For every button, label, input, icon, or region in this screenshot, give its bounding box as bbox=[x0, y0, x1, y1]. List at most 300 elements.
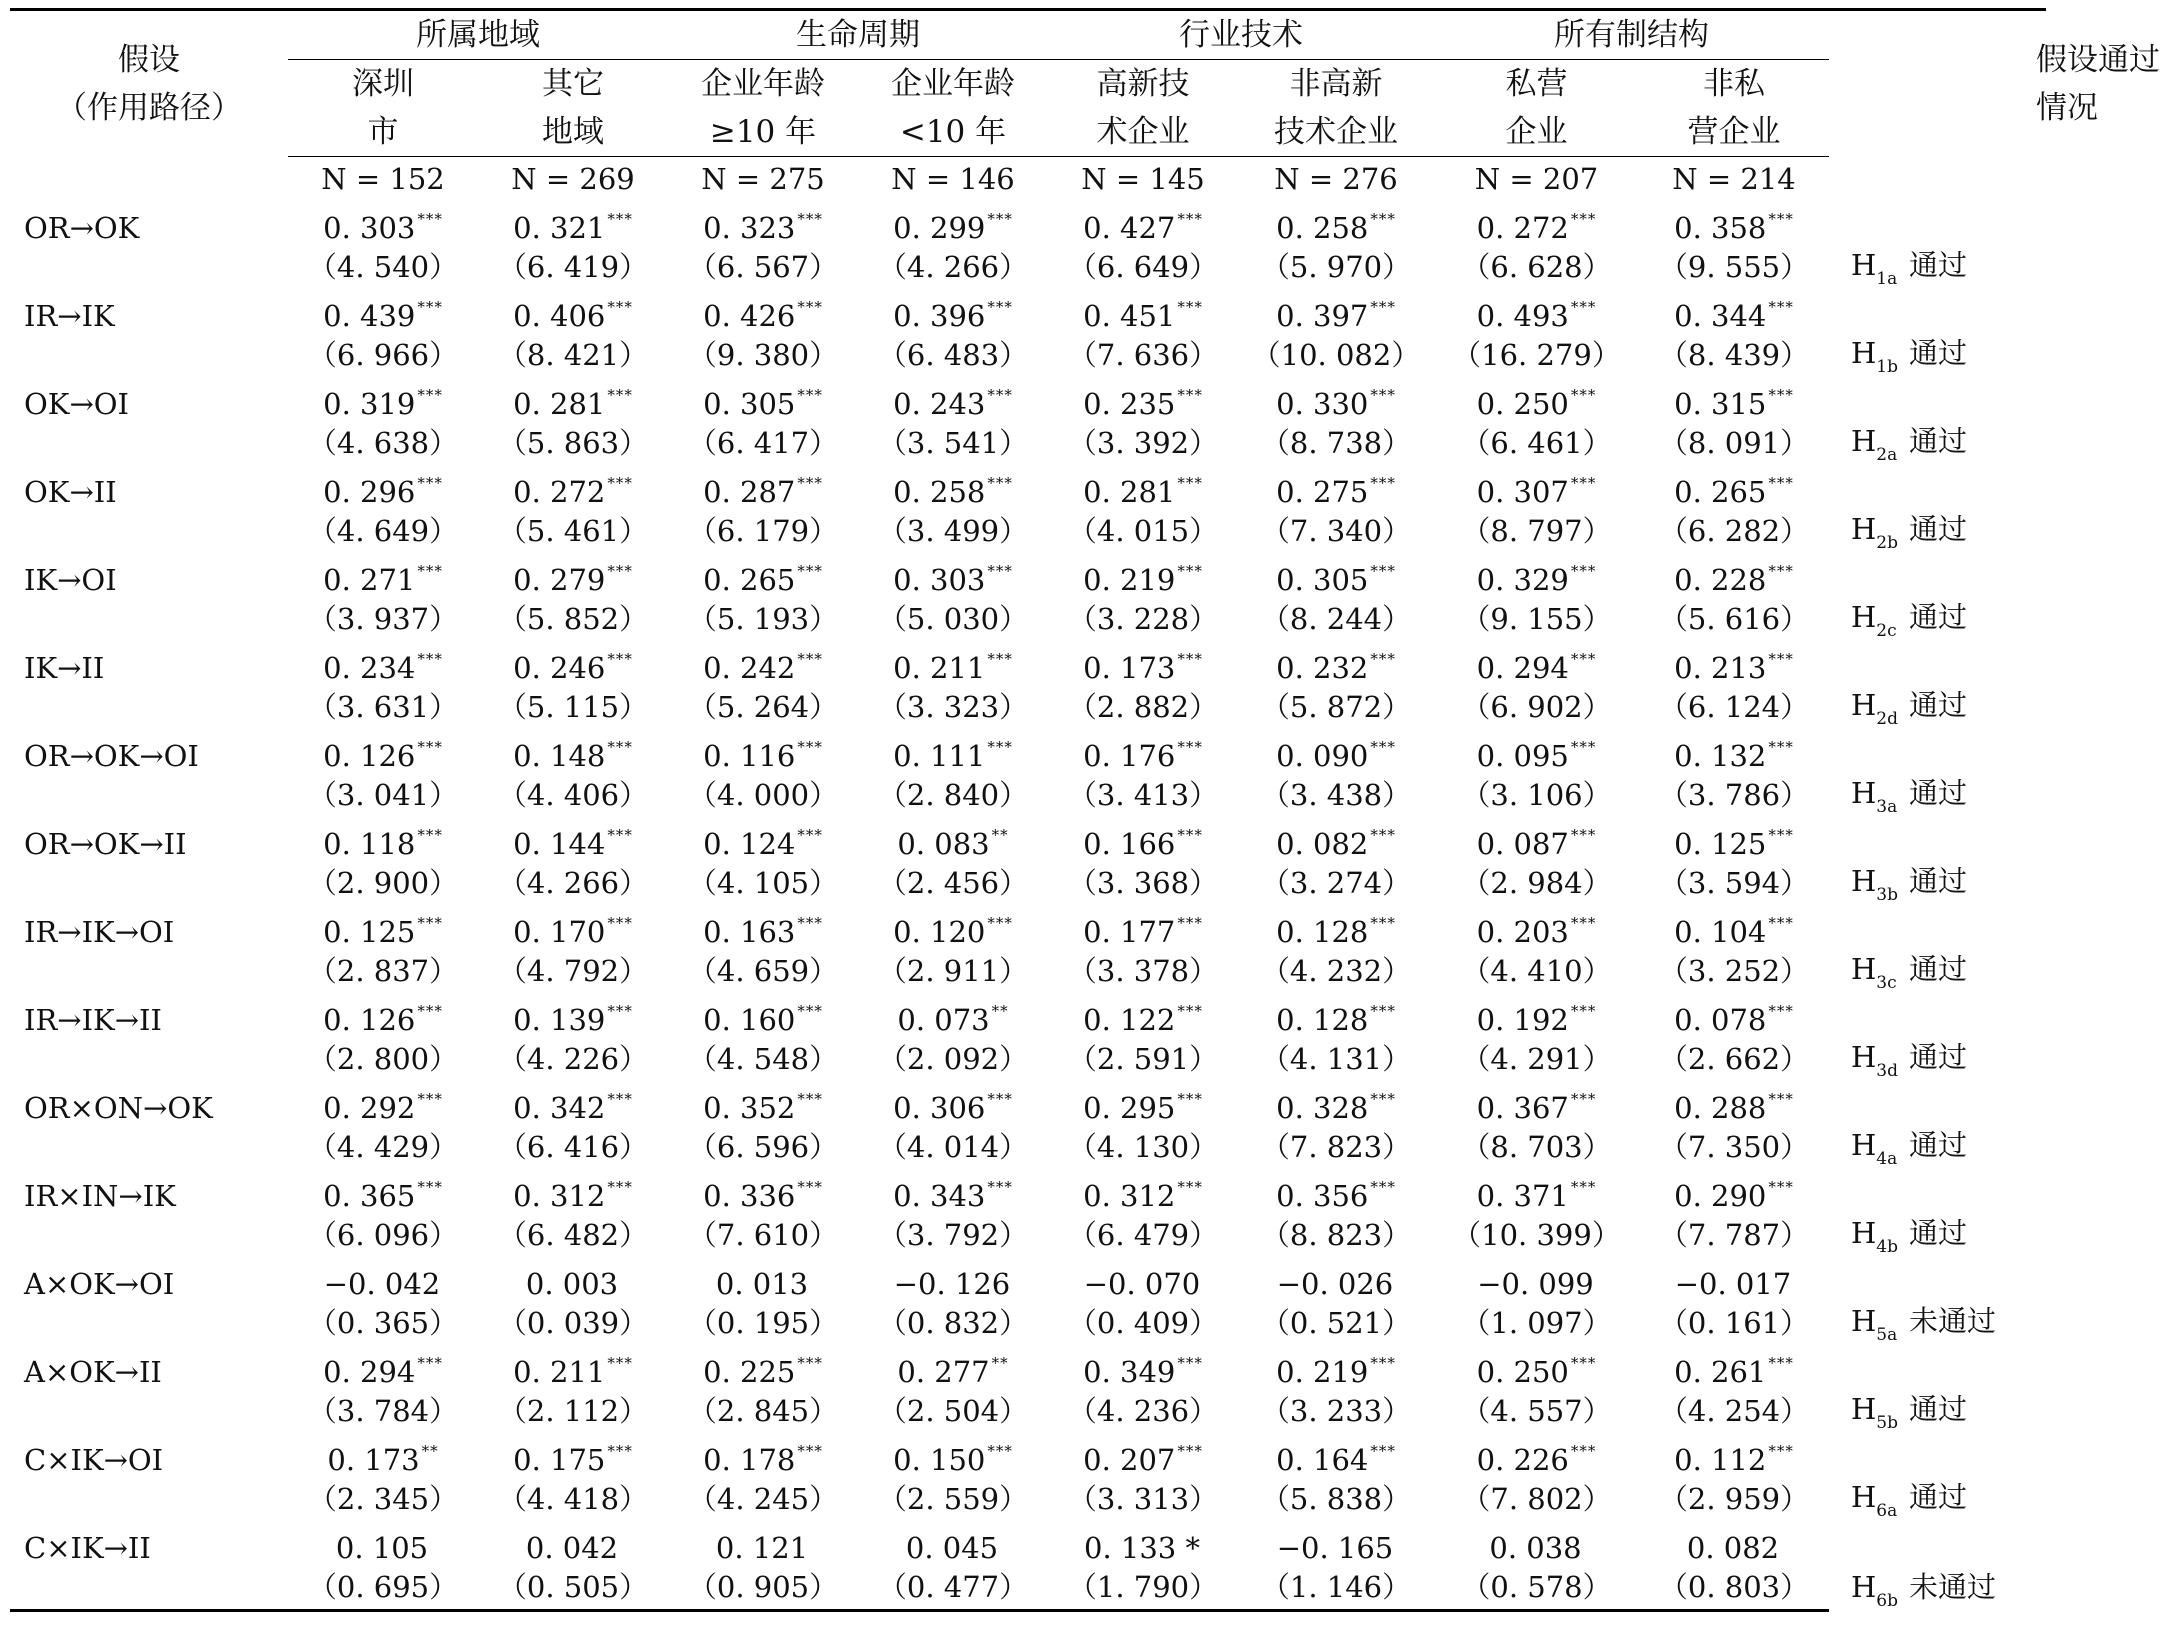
hypothesis-letter: H bbox=[1851, 688, 1877, 722]
significance-stars: *** bbox=[987, 298, 1013, 316]
t-value: （6. 096） bbox=[307, 1218, 459, 1252]
t-value: （3. 541） bbox=[877, 426, 1029, 460]
t-value: （3. 041） bbox=[307, 778, 459, 812]
coef-cell bbox=[288, 1169, 478, 1213]
hypothesis-result bbox=[1829, 465, 2036, 553]
significance-stars: *** bbox=[987, 562, 1013, 580]
significance-stars: *** bbox=[797, 1442, 823, 1460]
hypothesis-subscript: 3b bbox=[1876, 885, 1898, 905]
coef-row bbox=[10, 289, 2046, 333]
significance-stars: *** bbox=[987, 738, 1013, 756]
coef-cell bbox=[1238, 465, 1434, 509]
coef-cell bbox=[1238, 1345, 1434, 1389]
hypothesis-letter: H bbox=[1851, 952, 1877, 986]
significance-stars: *** bbox=[1768, 1090, 1794, 1108]
t-value: （4. 291） bbox=[1461, 1042, 1612, 1076]
path-label: A×OK→II bbox=[24, 1355, 162, 1389]
t-value: （4. 540） bbox=[307, 250, 459, 284]
tvalue-row bbox=[10, 1477, 2046, 1521]
tvalue-row bbox=[10, 1301, 2046, 1345]
significance-stars: *** bbox=[1177, 1354, 1203, 1372]
col-header-line2: 地域 bbox=[478, 108, 668, 157]
t-value: （2. 662） bbox=[1658, 1042, 1810, 1076]
coef-value: 0. 235 bbox=[1083, 387, 1176, 421]
coef-value: 0. 312 bbox=[1083, 1179, 1176, 1213]
significance-stars: *** bbox=[1768, 562, 1794, 580]
t-value: （3. 106） bbox=[1461, 778, 1612, 812]
result-text: 通过 bbox=[1909, 776, 1968, 810]
significance-stars: *** bbox=[1570, 1178, 1597, 1196]
tvalue-row bbox=[10, 333, 2046, 377]
coef-value: 0. 344 bbox=[1674, 299, 1767, 333]
coef-value: 0. 349 bbox=[1083, 1355, 1176, 1389]
coef-value: 0. 371 bbox=[1476, 1179, 1569, 1213]
coef-value: 0. 243 bbox=[893, 387, 986, 421]
subgroup-header-row-1 bbox=[10, 60, 2046, 109]
t-value: （2. 845） bbox=[687, 1394, 839, 1428]
t-value: （7. 823） bbox=[1260, 1130, 1412, 1164]
table-body bbox=[10, 157, 2046, 1611]
t-value: （5. 970） bbox=[1260, 250, 1412, 284]
coef-cell bbox=[858, 1433, 1048, 1477]
coef-value: 0. 144 bbox=[513, 827, 606, 861]
coef-value: 0. 242 bbox=[703, 651, 796, 685]
coef-value: 0. 166 bbox=[1083, 827, 1176, 861]
t-value: （0. 521） bbox=[1260, 1306, 1412, 1340]
coef-value: 0. 118 bbox=[323, 827, 416, 861]
path-label: IR→IK bbox=[24, 299, 115, 333]
coef-cell bbox=[1048, 1169, 1238, 1213]
hypothesis-result bbox=[1829, 905, 2036, 993]
t-value: （4. 226） bbox=[497, 1042, 649, 1076]
coef-cell bbox=[668, 289, 858, 333]
coef-value: 0. 124 bbox=[703, 827, 796, 861]
coef-cell bbox=[858, 1081, 1048, 1125]
coef-cell bbox=[1238, 1169, 1434, 1213]
group-lifecycle: 生命周期 bbox=[668, 10, 1048, 60]
t-value: （2. 591） bbox=[1067, 1042, 1219, 1076]
t-value: （2. 345） bbox=[307, 1482, 459, 1516]
coef-value: 0. 329 bbox=[1476, 563, 1569, 597]
significance-stars: *** bbox=[797, 1002, 823, 1020]
tvalue-row bbox=[10, 597, 2046, 641]
coef-value: 0. 294 bbox=[1476, 651, 1569, 685]
coef-value: 0. 175 bbox=[513, 1443, 606, 1477]
t-value: （6. 483） bbox=[877, 338, 1029, 372]
coef-cell bbox=[1639, 641, 1829, 685]
t-value: （0. 477） bbox=[858, 1565, 1048, 1611]
coef-value: 0. 211 bbox=[513, 1355, 606, 1389]
coef-value: 0. 116 bbox=[703, 739, 796, 773]
t-value: （3. 784） bbox=[307, 1394, 459, 1428]
coef-cell bbox=[858, 1257, 1048, 1301]
coef-cell bbox=[668, 465, 858, 509]
sample-size: N = 276 bbox=[1274, 162, 1398, 196]
t-value: （7. 802） bbox=[1461, 1482, 1612, 1516]
hypothesis-letter: H bbox=[1851, 864, 1877, 898]
coef-cell bbox=[668, 1345, 858, 1389]
coef-value: 0. 299 bbox=[893, 211, 986, 245]
coef-value: −0. 070 bbox=[1083, 1267, 1201, 1301]
significance-stars: *** bbox=[1768, 1354, 1794, 1372]
t-value: （6. 416） bbox=[497, 1130, 649, 1164]
significance-stars: *** bbox=[797, 1178, 823, 1196]
col-header-line1: 非私 bbox=[1703, 66, 1765, 102]
significance-stars: *** bbox=[1768, 1442, 1794, 1460]
coef-cell bbox=[288, 1081, 478, 1125]
path-label: OK→OI bbox=[24, 387, 129, 421]
empty-cell bbox=[10, 685, 288, 729]
coef-value: 0. 105 bbox=[335, 1531, 429, 1565]
coef-value: 0. 090 bbox=[1276, 739, 1369, 773]
coef-cell bbox=[1434, 1169, 1639, 1213]
coef-value: 0. 163 bbox=[703, 915, 796, 949]
significance-stars: *** bbox=[797, 914, 823, 932]
coef-value: 0. 312 bbox=[513, 1179, 606, 1213]
coef-row bbox=[10, 1521, 2046, 1565]
significance-stars: *** bbox=[1570, 1354, 1597, 1372]
coef-cell bbox=[1238, 641, 1434, 685]
tvalue-row bbox=[10, 245, 2046, 289]
coef-row bbox=[10, 641, 2046, 685]
coef-value: 0. 356 bbox=[1276, 1179, 1369, 1213]
coef-cell bbox=[1434, 201, 1639, 245]
empty-cell bbox=[10, 1389, 288, 1433]
empty-cell bbox=[10, 509, 288, 553]
coef-value: 0. 173 bbox=[327, 1443, 420, 1477]
coef-cell bbox=[478, 1257, 668, 1301]
t-value: （1. 790） bbox=[1048, 1565, 1238, 1611]
significance-stars: *** bbox=[797, 210, 823, 228]
coef-cell bbox=[1238, 993, 1434, 1037]
coef-value: 0. 265 bbox=[703, 563, 796, 597]
coef-cell bbox=[1639, 905, 1829, 949]
coef-row bbox=[10, 377, 2046, 421]
coef-cell bbox=[668, 201, 858, 245]
coef-value: 0. 177 bbox=[1083, 915, 1176, 949]
hypothesis-subscript: 2b bbox=[1876, 533, 1898, 553]
significance-stars: *** bbox=[1570, 474, 1597, 492]
coef-value: 0. 139 bbox=[513, 1003, 606, 1037]
t-value: （2. 900） bbox=[307, 866, 459, 900]
coef-value: 0. 082 bbox=[1686, 1531, 1780, 1565]
coef-cell bbox=[478, 1081, 668, 1125]
significance-stars: *** bbox=[607, 210, 633, 228]
path-label: IR→IK→II bbox=[24, 1003, 162, 1037]
coef-cell bbox=[668, 729, 858, 773]
coef-cell bbox=[1639, 1521, 1829, 1565]
t-value: （4. 429） bbox=[307, 1130, 459, 1164]
sample-size: N = 146 bbox=[891, 162, 1015, 196]
t-value: （4. 659） bbox=[687, 954, 839, 988]
coef-cell bbox=[858, 377, 1048, 421]
coef-cell bbox=[478, 993, 668, 1037]
result-text: 通过 bbox=[1909, 1128, 1968, 1162]
coef-value: 0. 321 bbox=[513, 211, 606, 245]
significance-stars: *** bbox=[987, 210, 1013, 228]
t-value: （3. 228） bbox=[1067, 602, 1219, 636]
t-value: （9. 380） bbox=[687, 338, 839, 372]
coef-value: 0. 095 bbox=[1476, 739, 1569, 773]
col-header-line2: 市 bbox=[288, 108, 478, 157]
coef-value: 0. 258 bbox=[1276, 211, 1369, 245]
sample-size: N = 214 bbox=[1672, 162, 1796, 196]
hypothesis-header bbox=[10, 10, 288, 157]
coef-cell bbox=[1048, 553, 1238, 597]
t-value: （2. 837） bbox=[307, 954, 459, 988]
t-value: （3. 252） bbox=[1658, 954, 1810, 988]
path-label: IR→IK→OI bbox=[24, 915, 175, 949]
hypothesis-letter: H bbox=[1851, 512, 1877, 546]
hypothesis-id bbox=[1851, 688, 1909, 729]
coef-cell bbox=[1434, 1081, 1639, 1125]
t-value: （5. 264） bbox=[687, 690, 839, 724]
hypothesis-id bbox=[1851, 1216, 1909, 1257]
coef-value: 0. 352 bbox=[703, 1091, 796, 1125]
significance-stars: *** bbox=[1768, 386, 1794, 404]
coef-value: 0. 250 bbox=[1476, 1355, 1569, 1389]
significance-stars: *** bbox=[1370, 474, 1396, 492]
path-label: IK→OI bbox=[24, 563, 117, 597]
t-value: （2. 112） bbox=[497, 1394, 649, 1428]
coef-cell bbox=[288, 1521, 478, 1565]
significance-stars: *** bbox=[417, 1178, 443, 1196]
hypothesis-id bbox=[1851, 512, 1909, 553]
coef-value: 0. 125 bbox=[1674, 827, 1767, 861]
significance-stars: *** bbox=[1177, 1178, 1203, 1196]
t-value: （16. 279） bbox=[1452, 338, 1621, 372]
significance-stars: *** bbox=[1177, 474, 1203, 492]
coef-value: 0. 358 bbox=[1674, 211, 1767, 245]
t-value: （3. 323） bbox=[877, 690, 1029, 724]
hypothesis-letter: H bbox=[1851, 424, 1877, 458]
coef-cell bbox=[1434, 641, 1639, 685]
coef-cell bbox=[1238, 1257, 1434, 1301]
group-industry-tech: 行业技术 bbox=[1048, 10, 1434, 60]
significance-stars: *** bbox=[417, 650, 443, 668]
coef-cell bbox=[858, 641, 1048, 685]
hypothesis-letter: H bbox=[1851, 600, 1877, 634]
t-value: （7. 340） bbox=[1260, 514, 1412, 548]
sample-size-row bbox=[10, 157, 2046, 202]
coef-cell bbox=[668, 1433, 858, 1477]
hypothesis-letter: H bbox=[1851, 248, 1877, 282]
coef-value: 0. 426 bbox=[703, 299, 796, 333]
hypothesis-result bbox=[1829, 993, 2036, 1081]
coef-value: 0. 342 bbox=[513, 1091, 606, 1125]
coef-value: 0. 306 bbox=[893, 1091, 986, 1125]
coef-value: 0. 397 bbox=[1276, 299, 1369, 333]
significance-stars: *** bbox=[797, 1354, 823, 1372]
hypothesis-id bbox=[1851, 1480, 1909, 1521]
hypothesis-id bbox=[1851, 1392, 1909, 1433]
coef-value: −0. 126 bbox=[893, 1267, 1011, 1301]
coef-row bbox=[10, 553, 2046, 597]
hypothesis-result bbox=[1829, 377, 2036, 465]
t-value: （8. 797） bbox=[1461, 514, 1612, 548]
coef-cell bbox=[1048, 1345, 1238, 1389]
coef-cell bbox=[478, 1345, 668, 1389]
group-header-row bbox=[10, 10, 2046, 60]
col-header-line2: 技术企业 bbox=[1238, 108, 1434, 157]
result-text: 通过 bbox=[1909, 1040, 1968, 1074]
hypothesis-id bbox=[1851, 1304, 1909, 1345]
significance-stars: *** bbox=[1570, 826, 1597, 844]
coef-cell bbox=[478, 1433, 668, 1477]
coef-value: 0. 330 bbox=[1276, 387, 1369, 421]
hypothesis-result bbox=[1829, 1257, 2036, 1345]
col-header-line1: 企业年龄 bbox=[891, 66, 1015, 102]
hypothesis-result bbox=[1829, 1433, 2036, 1521]
significance-stars: *** bbox=[607, 1442, 633, 1460]
tvalue-row bbox=[10, 509, 2046, 553]
hypothesis-subscript: 2c bbox=[1876, 621, 1897, 641]
t-value: （9. 555） bbox=[1658, 250, 1810, 284]
coef-row bbox=[10, 729, 2046, 773]
significance-stars: *** bbox=[1768, 738, 1794, 756]
significance-stars: *** bbox=[1177, 562, 1203, 580]
coef-value: 0. 288 bbox=[1674, 1091, 1767, 1125]
result-text: 通过 bbox=[1909, 952, 1968, 986]
coef-value: 0. 427 bbox=[1083, 211, 1176, 245]
path-label: OK→II bbox=[24, 475, 117, 509]
hypothesis-result bbox=[1829, 641, 2036, 729]
hypothesis-id bbox=[1851, 776, 1909, 817]
t-value: （7. 610） bbox=[687, 1218, 839, 1252]
coef-value: 0. 003 bbox=[525, 1267, 619, 1301]
coef-cell bbox=[478, 377, 668, 421]
results-table bbox=[10, 8, 2160, 1612]
col-header-line2: 企业 bbox=[1434, 108, 1639, 157]
tvalue-row bbox=[10, 685, 2046, 729]
hypothesis-subscript: 6a bbox=[1876, 1501, 1898, 1521]
hypothesis-letter: H bbox=[1851, 776, 1877, 810]
t-value: （5. 863） bbox=[497, 426, 649, 460]
significance-stars: *** bbox=[1177, 1002, 1203, 1020]
coef-value: 0. 228 bbox=[1674, 563, 1767, 597]
hypothesis-letter: H bbox=[1851, 1040, 1877, 1074]
hypothesis-subscript: 5b bbox=[1876, 1413, 1898, 1433]
t-value: （6. 124） bbox=[1658, 690, 1810, 724]
t-value: （3. 594） bbox=[1658, 866, 1810, 900]
t-value: （6. 179） bbox=[687, 514, 839, 548]
coef-cell bbox=[288, 201, 478, 245]
coef-cell bbox=[858, 729, 1048, 773]
significance-stars: *** bbox=[607, 386, 633, 404]
hypothesis-letter: H bbox=[1851, 1304, 1877, 1338]
coef-cell bbox=[478, 1169, 668, 1213]
coef-cell bbox=[1238, 729, 1434, 773]
significance-stars: *** bbox=[607, 298, 633, 316]
coef-value: 0. 126 bbox=[323, 739, 416, 773]
t-value: （0. 161） bbox=[1658, 1306, 1810, 1340]
significance-stars: *** bbox=[1570, 1442, 1597, 1460]
result-text: 通过 bbox=[1909, 1216, 1968, 1250]
coef-cell bbox=[288, 905, 478, 949]
sample-size: N = 275 bbox=[701, 162, 825, 196]
coef-cell bbox=[478, 641, 668, 685]
coef-cell bbox=[1434, 289, 1639, 333]
significance-stars: *** bbox=[987, 914, 1013, 932]
coef-value: 0. 173 bbox=[1083, 651, 1176, 685]
coef-value: 0. 246 bbox=[513, 651, 606, 685]
t-value: （6. 567） bbox=[687, 250, 839, 284]
result-text: 未通过 bbox=[1909, 1304, 1997, 1338]
t-value: （10. 082） bbox=[1251, 338, 1421, 372]
coef-value: 0. 038 bbox=[1489, 1531, 1582, 1565]
t-value: （4. 131） bbox=[1260, 1042, 1412, 1076]
t-value: （4. 232） bbox=[1260, 954, 1412, 988]
hypothesis-id bbox=[1851, 248, 1909, 289]
coef-cell bbox=[1048, 465, 1238, 509]
t-value: （4. 792） bbox=[497, 954, 649, 988]
t-value: （8. 091） bbox=[1658, 426, 1810, 460]
t-value: （2. 984） bbox=[1461, 866, 1612, 900]
coef-value: 0. 303 bbox=[893, 563, 986, 597]
significance-stars: *** bbox=[797, 650, 823, 668]
coef-cell bbox=[478, 905, 668, 949]
coef-row bbox=[10, 993, 2046, 1037]
coef-value: 0. 271 bbox=[323, 563, 416, 597]
significance-stars: *** bbox=[1570, 562, 1597, 580]
coef-value: 0. 279 bbox=[513, 563, 606, 597]
coef-value: 0. 170 bbox=[513, 915, 606, 949]
coef-cell bbox=[1639, 1257, 1829, 1301]
empty-cell bbox=[10, 1477, 288, 1521]
coef-cell bbox=[1639, 377, 1829, 421]
t-value: （6. 902） bbox=[1461, 690, 1612, 724]
path-label: C×IK→II bbox=[24, 1531, 151, 1565]
tvalue-row bbox=[10, 773, 2046, 817]
coef-value: 0. 148 bbox=[513, 739, 606, 773]
significance-stars: *** bbox=[417, 298, 443, 316]
coef-cell bbox=[1434, 1257, 1639, 1301]
coef-value: 0. 087 bbox=[1476, 827, 1569, 861]
coef-value: 0. 303 bbox=[323, 211, 416, 245]
coef-cell bbox=[668, 1521, 858, 1565]
coef-cell bbox=[478, 201, 668, 245]
col-header-line2: ≥10 年 bbox=[668, 108, 858, 157]
significance-stars: *** bbox=[607, 1178, 633, 1196]
coef-value: 0. 122 bbox=[1083, 1003, 1176, 1037]
significance-stars: *** bbox=[1370, 914, 1396, 932]
coef-value: 0. 287 bbox=[703, 475, 796, 509]
coef-cell bbox=[668, 1257, 858, 1301]
coef-cell bbox=[668, 553, 858, 597]
coef-cell bbox=[858, 905, 1048, 949]
hypothesis-letter: H bbox=[1851, 1569, 1877, 1604]
significance-stars: *** bbox=[1370, 298, 1396, 316]
coef-row bbox=[10, 465, 2046, 509]
significance-stars: *** bbox=[607, 650, 633, 668]
coef-value: 0. 493 bbox=[1476, 299, 1569, 333]
coef-row bbox=[10, 1345, 2046, 1389]
t-value: （2. 911） bbox=[877, 954, 1029, 988]
significance-stars: *** bbox=[1177, 1442, 1203, 1460]
significance-stars: *** bbox=[797, 738, 823, 756]
significance-stars: ** bbox=[421, 1442, 439, 1460]
coef-value: 0. 281 bbox=[1083, 475, 1176, 509]
hypothesis-id bbox=[1851, 952, 1909, 993]
result-text: 通过 bbox=[1909, 1480, 1968, 1514]
coef-value: 0. 396 bbox=[893, 299, 986, 333]
t-value: （7. 350） bbox=[1658, 1130, 1810, 1164]
t-value: （3. 313） bbox=[1067, 1482, 1219, 1516]
coef-value: 0. 292 bbox=[323, 1091, 416, 1125]
t-value: （0. 803） bbox=[1639, 1565, 1829, 1611]
significance-stars: *** bbox=[1570, 298, 1597, 316]
significance-stars: *** bbox=[1768, 826, 1794, 844]
